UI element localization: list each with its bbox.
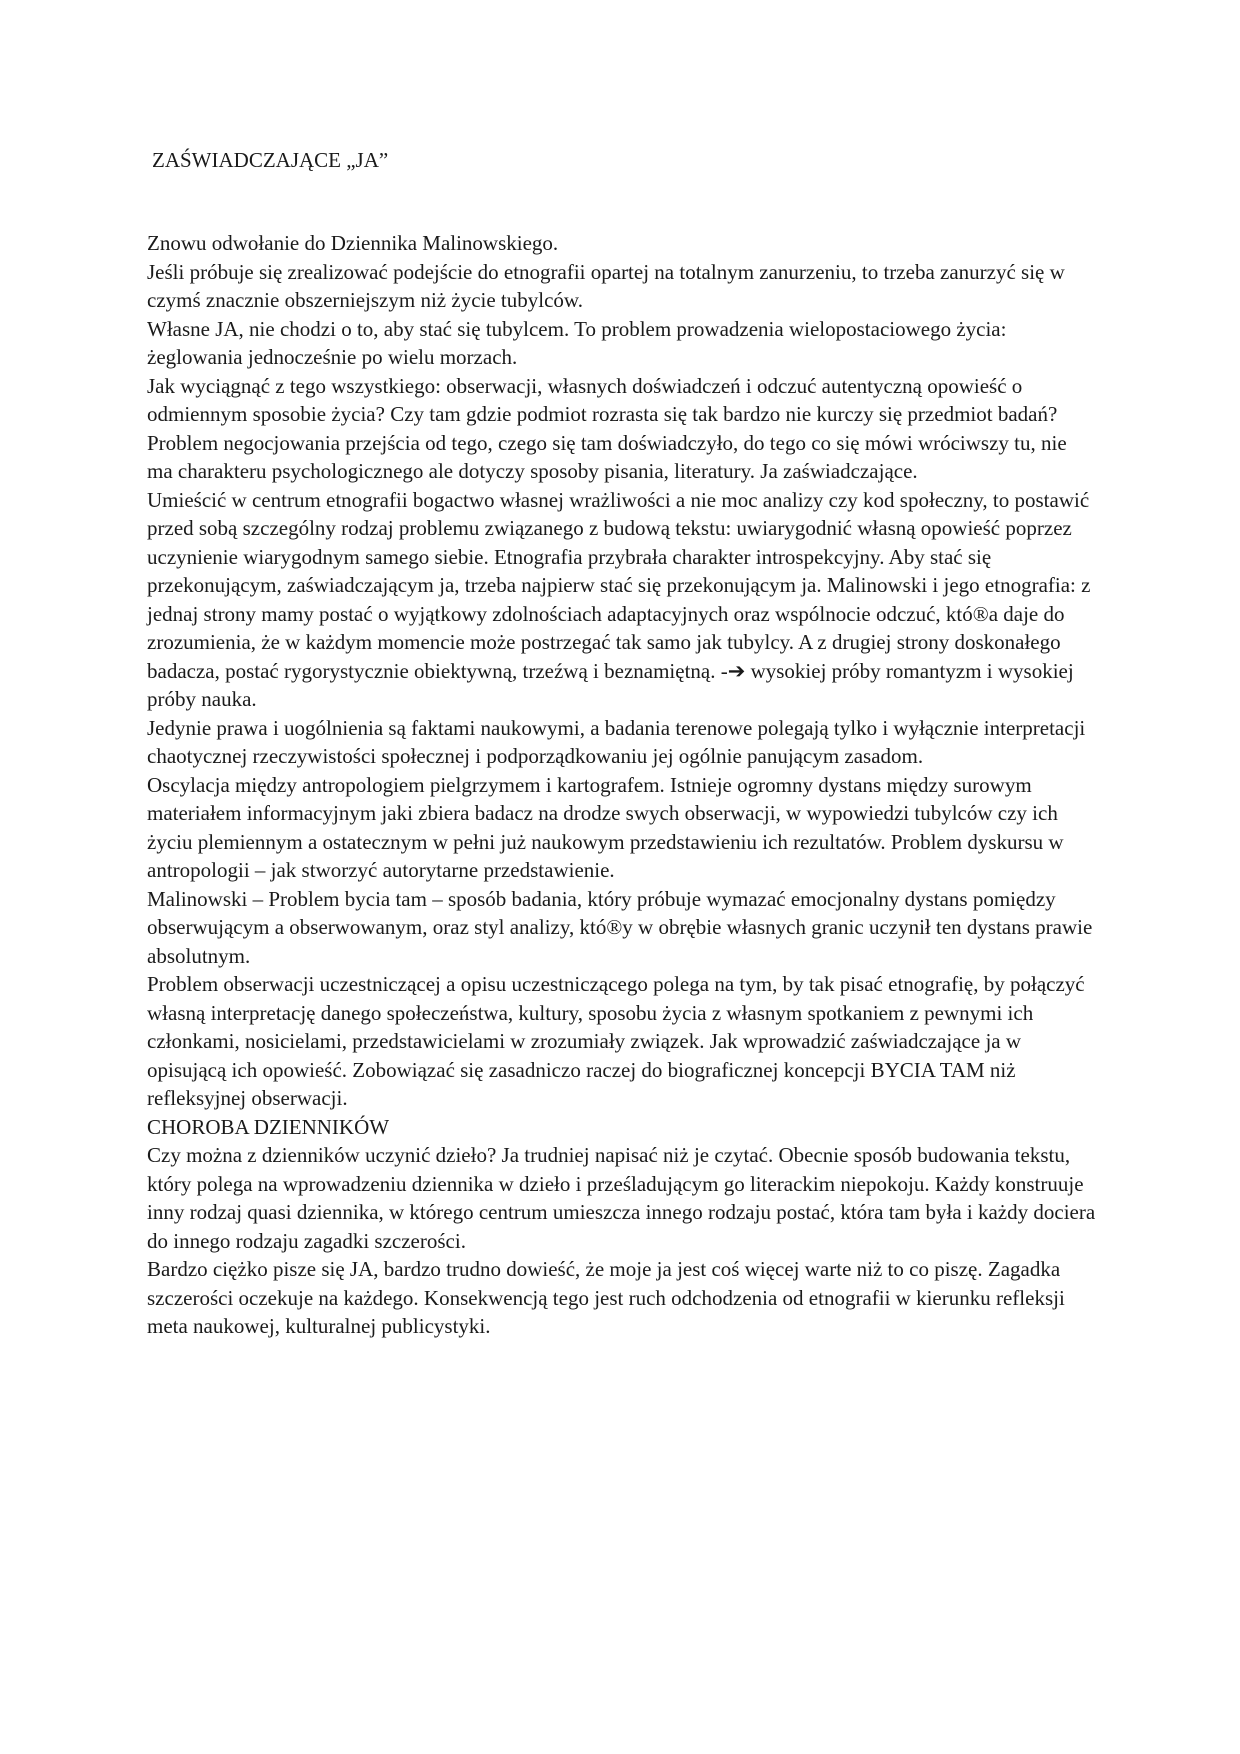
paragraph: Czy można z dzienników uczynić dzieło? Ja trudniej napisać niż je czytać. Obecnie sposób budowania tekstu, który polega na wprowadzeniu dziennika w dzieło i prześladującym go literackim niepokoju. Każdy konstruuje inny rodzaj quasi dziennika, w którego centrum umieszcza innego rodzaju postać, która tam była i każdy dociera do innego rodzaju zagadki szczerości. [147,1143,1096,1253]
document-body [147,229,1097,1341]
document-title: ZAŚWIADCZAJĄCE „JA” [152,148,389,172]
section-heading: CHOROBA DZIENNIKÓW [147,1114,390,1139]
paragraph: Oscylacja między antropologiem pielgrzymem i kartografem. Istnieje ogromny dystans między surowym materiałem informacyjnym jaki zbiera badacz na drodze swych obserwacji, w wypowiedzi tubylców czy ich życiu plemiennym a ostatecznym w pełni już naukowym przedstawieniu ich rezultatów. Problem dyskursu w antropologii – jak stworzyć autorytarne przedstawienie. [147,772,1064,882]
paragraph: Jak wyciągnąć z tego wszystkiego: obserwacji, własnych doświadczeń i odczuć autentyczną opowieść o odmiennym sposobie życia? Czy tam gdzie podmiot rozrasta się tak bardzo nie kurczy się przedmiot badań? Problem negocjowania przejścia od tego, czego się tam doświadczyło, do tego co się mówi wróciwszy tu, nie ma charakteru psychologicznego ale dotyczy sposoby pisania, literatury. Ja zaświadczające. [147,373,1067,483]
paragraph: Jeśli próbuje się zrealizować podejście do etnografii opartej na totalnym zanurzeniu, to trzeba zanurzyć się w czymś znacznie obszerniejszym niż życie tubylców. [147,259,1065,312]
paragraph: Umieścić w centrum etnografii bogactwo własnej wrażliwości a nie moc analizy czy kod społeczny, to postawić przed sobą szczególny rodzaj problemu związanego z budową tekstu: uwiarygodnić własną opowieść poprzez uczynienie wiarygodnym samego siebie. Etnografia przybrała charakter introspekcyjny. Aby stać się przekonującym, zaświadczającym ja, trzeba najpierw stać się przekonującym ja. Malinowski i jego etnografia: z jednaj strony mamy postać o wyjątkowy zdolnościach adaptacyjnych oraz wspólnocie odczuć, któ®a daje do zrozumienia, że w każdym momencie może postrzegać tak samo jak tubylcy. A z drugiej strony doskonałego badacza, postać rygorystycznie obiektywną, trzeźwą i beznamiętną. -➔ wysokiej próby romantyzm i wysokiej próby nauka. [147,487,1091,711]
paragraph: Znowu odwołanie do Dziennika Malinowskiego. [147,231,559,255]
paragraph: Bardzo ciężko pisze się JA, bardzo trudno dowieść, że moje ja jest coś więcej warte niż to co piszę. Zagadka szczerości oczekuje na każdego. Konsekwencją tego jest ruch odchodzenia od etnografii w kierunku refleksji meta naukowej, kulturalnej publicystyki. [147,1257,1065,1338]
paragraph: Własne JA, nie chodzi o to, aby stać się tubylcem. To problem prowadzenia wielopostaciowego życia: żeglowania jednocześnie po wielu morzach. [147,316,1007,369]
paragraph: Malinowski – Problem bycia tam – sposób badania, który próbuje wymazać emocjonalny dystans pomiędzy obserwującym a obserwowanym, oraz styl analizy, któ®y w obrębie własnych granic uczynił ten dystans prawie absolutnym. [147,886,1093,968]
paragraph: Jedynie prawa i uogólnienia są faktami naukowymi, a badania terenowe polegają tylko i wyłącznie interpretacji chaotycznej rzeczywistości społecznej i podporządkowaniu jej ogólnie panującym zasadom. [147,715,1086,768]
paragraph: Problem obserwacji uczestniczącej a opisu uczestniczącego polega na tym, by tak pisać etnografię, by połączyć własną interpretację danego społeczeństwa, kultury, sposobu życia z własnym spotkaniem z pewnymi ich członkami, nosicielami, przedstawicielami w zrozumiały związek. Jak wprowadzić zaświadczające ja w opisującą ich opowieść. Zobowiązać się zasadniczo raczej do biograficznej koncepcji BYCIA TAM niż refleksyjnej obserwacji. [147,972,1085,1110]
